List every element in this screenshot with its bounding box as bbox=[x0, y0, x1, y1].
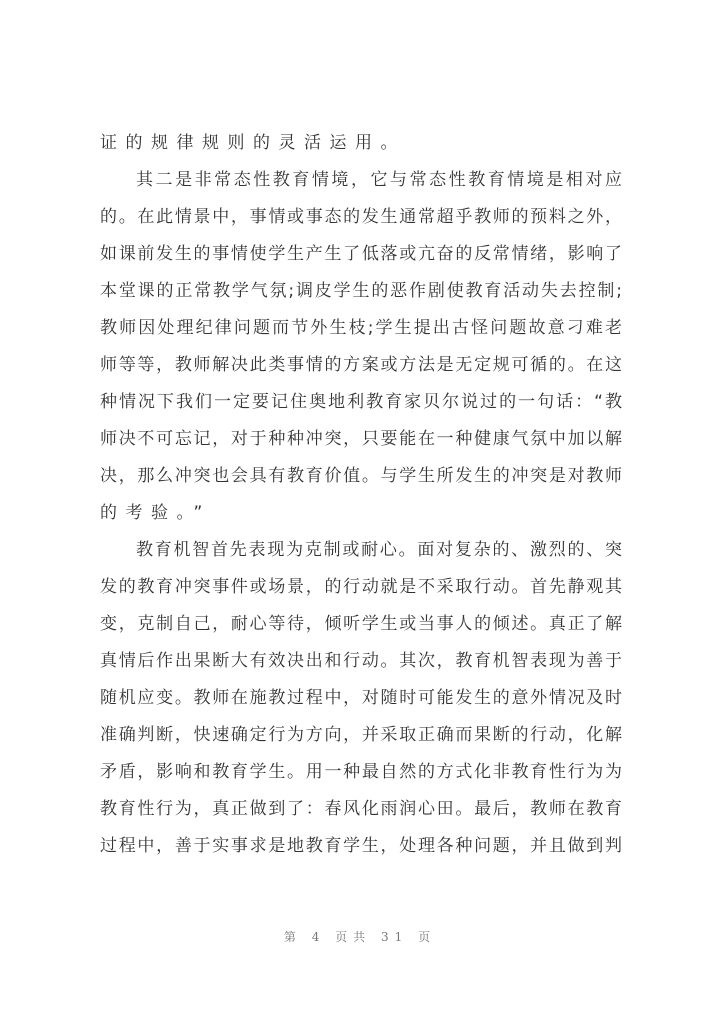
text-line: 决，那么冲突也会具有教育价值。与学生所发生的冲突是对教师 bbox=[100, 466, 622, 486]
text-line: 教育性行为，真正做到了：春风化雨润心田。最后，教师在教育 bbox=[100, 799, 622, 819]
text-line: 过程中，善于实事求是地教育学生，处理各种问题，并且做到判 bbox=[100, 836, 622, 856]
text-line: 变，克制自己，耐心等待，倾听学生或当事人的倾述。真正了解 bbox=[100, 614, 622, 634]
text-line: 其二是非常态性教育情境，它与常态性教育情境是相对应 bbox=[136, 170, 622, 190]
text-line: 的考验。” bbox=[100, 503, 211, 523]
text-line: 随机应变。教师在施教过程中，对随时可能发生的意外情况及时 bbox=[100, 688, 622, 708]
text-line: 师决不可忘记，对于种种冲突，只要能在一种健康气氛中加以解 bbox=[100, 429, 622, 449]
document-body bbox=[100, 125, 622, 865]
text-line: 真情后作出果断大有效决出和行动。其次，教育机智表现为善于 bbox=[100, 651, 622, 671]
text-line: 矛盾，影响和教育学生。用一种最自然的方式化非教育性行为为 bbox=[100, 762, 622, 782]
text-line: 发的教育冲突事件或场景，的行动就是不采取行动。首先静观其 bbox=[100, 577, 622, 597]
text-line: 本堂课的正常教学气氛;调皮学生的恶作剧使教育活动失去控制; bbox=[100, 281, 622, 301]
page-number-footer: 第 4 页共 31 页 bbox=[283, 930, 437, 944]
text-line: 师等等，教师解决此类事情的方案或方法是无定规可循的。在这 bbox=[100, 355, 622, 375]
text-line: 证的规律规则的灵活运用。 bbox=[100, 133, 406, 153]
text-line: 如课前发生的事情使学生产生了低落或亢奋的反常情绪，影响了 bbox=[100, 244, 622, 264]
text-line: 准确判断，快速确定行为方向，并采取正确而果断的行动，化解 bbox=[100, 725, 622, 745]
text-line: 教育机智首先表现为克制或耐心。面对复杂的、激烈的、突 bbox=[136, 540, 622, 560]
text-line: 的。在此情景中，事情或事态的发生通常超乎教师的预料之外， bbox=[100, 207, 622, 227]
text-line: 种情况下我们一定要记住奥地利教育家贝尔说过的一句话：“教 bbox=[100, 392, 622, 412]
text-line: 教师因处理纪律问题而节外生枝;学生提出古怪问题故意刁难老 bbox=[100, 318, 622, 338]
